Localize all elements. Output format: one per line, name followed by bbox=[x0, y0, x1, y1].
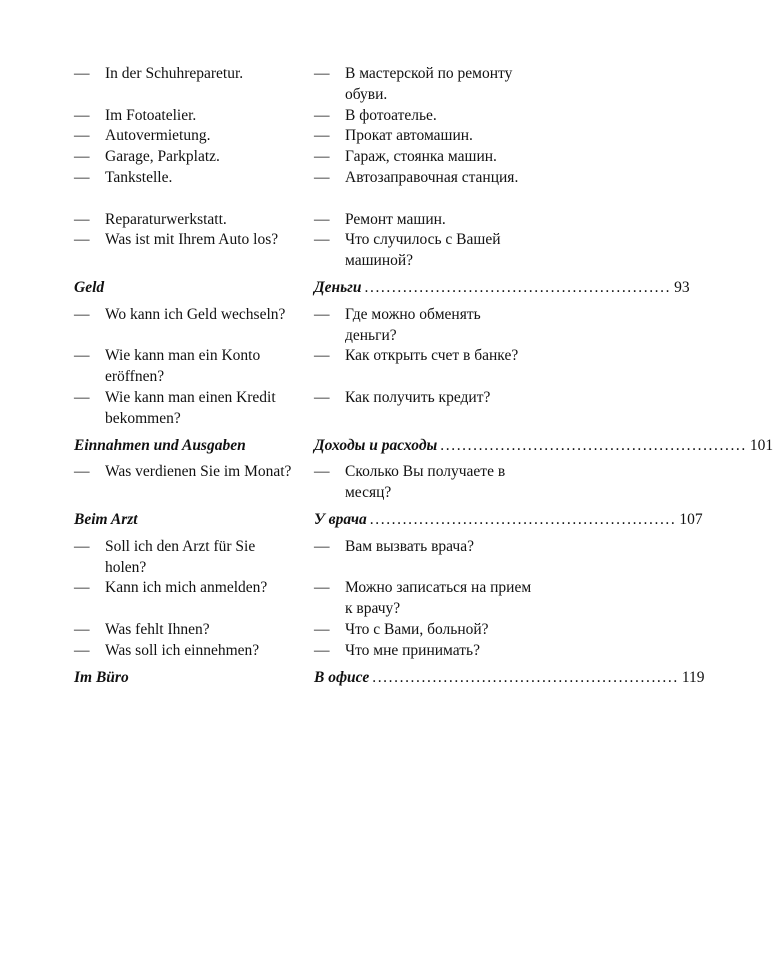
phrase-text: Как получить кредит? bbox=[345, 388, 491, 406]
dash-marker: — bbox=[314, 148, 330, 166]
page-number: 119 bbox=[681, 668, 705, 686]
phrase-item bbox=[74, 388, 296, 430]
section-title: Im Büro bbox=[74, 668, 129, 686]
section-title: В офисе bbox=[314, 668, 370, 686]
phrase-item bbox=[314, 305, 536, 347]
phrase-item bbox=[314, 64, 536, 106]
phrase-text: Soll ich den Arzt für Sie holen? bbox=[105, 537, 256, 576]
dash-marker: — bbox=[314, 463, 330, 481]
leader-dots: ........................................................ bbox=[369, 510, 677, 528]
phrase-text: Kann ich mich anmelden? bbox=[105, 579, 268, 597]
phrase-text: Что мне принимать? bbox=[345, 641, 480, 659]
phrase-item bbox=[314, 620, 536, 641]
phrase-text: Wie kann man einen Kredit bekommen? bbox=[105, 388, 276, 427]
dash-marker: — bbox=[314, 106, 330, 124]
section-title: Geld bbox=[74, 278, 105, 296]
russian-column bbox=[314, 64, 773, 694]
section-title: Beim Arzt bbox=[74, 510, 138, 528]
section-heading bbox=[314, 436, 773, 457]
dash-marker: — bbox=[74, 168, 90, 186]
phrase-item bbox=[74, 126, 296, 147]
phrase-text: Was soll ich einnehmen? bbox=[105, 641, 260, 659]
phrase-text: Reparaturwerkstatt. bbox=[105, 210, 227, 228]
phrase-item bbox=[74, 210, 296, 231]
dash-marker: — bbox=[74, 537, 90, 555]
phrase-item bbox=[314, 210, 536, 231]
dash-marker: — bbox=[314, 168, 330, 186]
phrase-item bbox=[314, 578, 536, 620]
phrase-item bbox=[314, 147, 536, 168]
phrase-text: Автозаправочная станция. bbox=[345, 168, 519, 186]
phrase-text: Was fehlt Ihnen? bbox=[105, 620, 210, 638]
dash-marker: — bbox=[74, 347, 90, 365]
dash-marker: — bbox=[314, 210, 330, 228]
dash-marker: — bbox=[314, 641, 330, 659]
phrase-text: Was verdienen Sie im Monat? bbox=[105, 463, 292, 481]
dash-marker: — bbox=[74, 231, 90, 249]
dash-marker: — bbox=[74, 388, 90, 406]
dash-marker: — bbox=[74, 148, 90, 166]
phrase-text: Ремонт машин. bbox=[345, 210, 446, 228]
phrase-item bbox=[314, 641, 536, 662]
dash-marker: — bbox=[314, 579, 330, 597]
dash-marker: — bbox=[314, 620, 330, 638]
phrase-text: Как открыть счет в банке? bbox=[345, 347, 519, 365]
phrase-text: В мастерской по ремонту обуви. bbox=[345, 65, 513, 103]
dash-marker: — bbox=[314, 231, 330, 249]
phrase-text: Im Fotoatelier. bbox=[105, 106, 197, 124]
phrase-text: Was ist mit Ihrem Auto los? bbox=[105, 231, 279, 249]
phrase-text: Autovermietung. bbox=[105, 127, 211, 145]
phrase-item bbox=[74, 537, 296, 579]
phrase-text: Wo kann ich Geld wechseln? bbox=[105, 305, 286, 323]
phrase-item bbox=[314, 388, 536, 430]
phrase-text: Wie kann man ein Konto eröffnen? bbox=[105, 347, 261, 386]
dash-marker: — bbox=[74, 127, 90, 145]
phrase-text: Что случилось с Вашей машиной? bbox=[345, 231, 501, 270]
dash-marker: — bbox=[314, 305, 330, 323]
phrase-item bbox=[74, 578, 296, 620]
phrase-item bbox=[314, 106, 536, 127]
section-title: Доходы и расходы bbox=[314, 436, 438, 454]
section-heading bbox=[74, 668, 296, 689]
section-title: У врача bbox=[314, 510, 367, 528]
dash-marker: — bbox=[314, 65, 330, 82]
phrase-text: Гараж, стоянка машин. bbox=[345, 148, 497, 166]
phrase-item bbox=[314, 168, 536, 210]
page-number: 101 bbox=[749, 436, 773, 454]
phrase-text: Tankstelle. bbox=[105, 168, 173, 186]
phrase-item bbox=[74, 106, 296, 127]
phrase-item bbox=[74, 346, 296, 388]
phrase-text: Garage, Parkplatz. bbox=[105, 148, 220, 166]
phrase-text: Сколько Вы получаете в месяц? bbox=[345, 463, 506, 502]
dash-marker: — bbox=[314, 388, 330, 406]
phrase-text: In der Schuhreparetur. bbox=[105, 65, 244, 82]
section-heading bbox=[74, 278, 296, 299]
dash-marker: — bbox=[74, 305, 90, 323]
leader-dots: ........................................................ bbox=[364, 278, 672, 296]
dash-marker: — bbox=[74, 579, 90, 597]
dash-marker: — bbox=[74, 65, 90, 82]
dash-marker: — bbox=[74, 620, 90, 638]
leader-dots: ........................................................ bbox=[372, 668, 679, 686]
phrase-item bbox=[314, 346, 536, 388]
leader-dots: ........................................................ bbox=[440, 436, 747, 454]
page-number: 107 bbox=[679, 510, 703, 528]
phrase-item bbox=[74, 168, 296, 210]
dash-marker: — bbox=[74, 210, 90, 228]
section-title: Einnahmen und Ausgaben bbox=[74, 436, 246, 454]
phrase-text: В фотоателье. bbox=[345, 106, 437, 124]
dash-marker: — bbox=[74, 463, 90, 481]
section-heading bbox=[314, 668, 705, 689]
phrase-text: Можно записаться на прием к врачу? bbox=[345, 579, 532, 618]
section-heading bbox=[74, 510, 296, 531]
section-heading bbox=[314, 510, 703, 531]
phrase-item bbox=[74, 620, 296, 641]
phrase-text: Прокат автомашин. bbox=[345, 127, 473, 145]
dash-marker: — bbox=[314, 347, 330, 365]
phrase-item bbox=[74, 147, 296, 168]
dash-marker: — bbox=[74, 106, 90, 124]
phrase-item bbox=[74, 64, 296, 106]
section-heading bbox=[74, 436, 296, 457]
phrase-item bbox=[74, 305, 296, 347]
german-column bbox=[74, 64, 296, 694]
phrase-item bbox=[74, 641, 296, 662]
phrase-text: Что с Вами, больной? bbox=[345, 620, 489, 638]
dash-marker: — bbox=[314, 127, 330, 145]
dash-marker: — bbox=[314, 537, 330, 555]
phrase-item bbox=[314, 126, 536, 147]
section-title: Деньги bbox=[314, 278, 362, 296]
section-heading bbox=[314, 278, 690, 299]
phrase-item bbox=[74, 462, 296, 504]
phrase-item bbox=[314, 230, 536, 272]
phrase-item bbox=[314, 462, 536, 504]
page-number: 93 bbox=[674, 278, 690, 296]
phrase-text: Вам вызвать врача? bbox=[345, 537, 474, 555]
dash-marker: — bbox=[74, 641, 90, 659]
phrase-item bbox=[314, 537, 536, 579]
phrase-item bbox=[74, 230, 296, 272]
phrase-text: Где можно обменять деньги? bbox=[345, 305, 481, 344]
